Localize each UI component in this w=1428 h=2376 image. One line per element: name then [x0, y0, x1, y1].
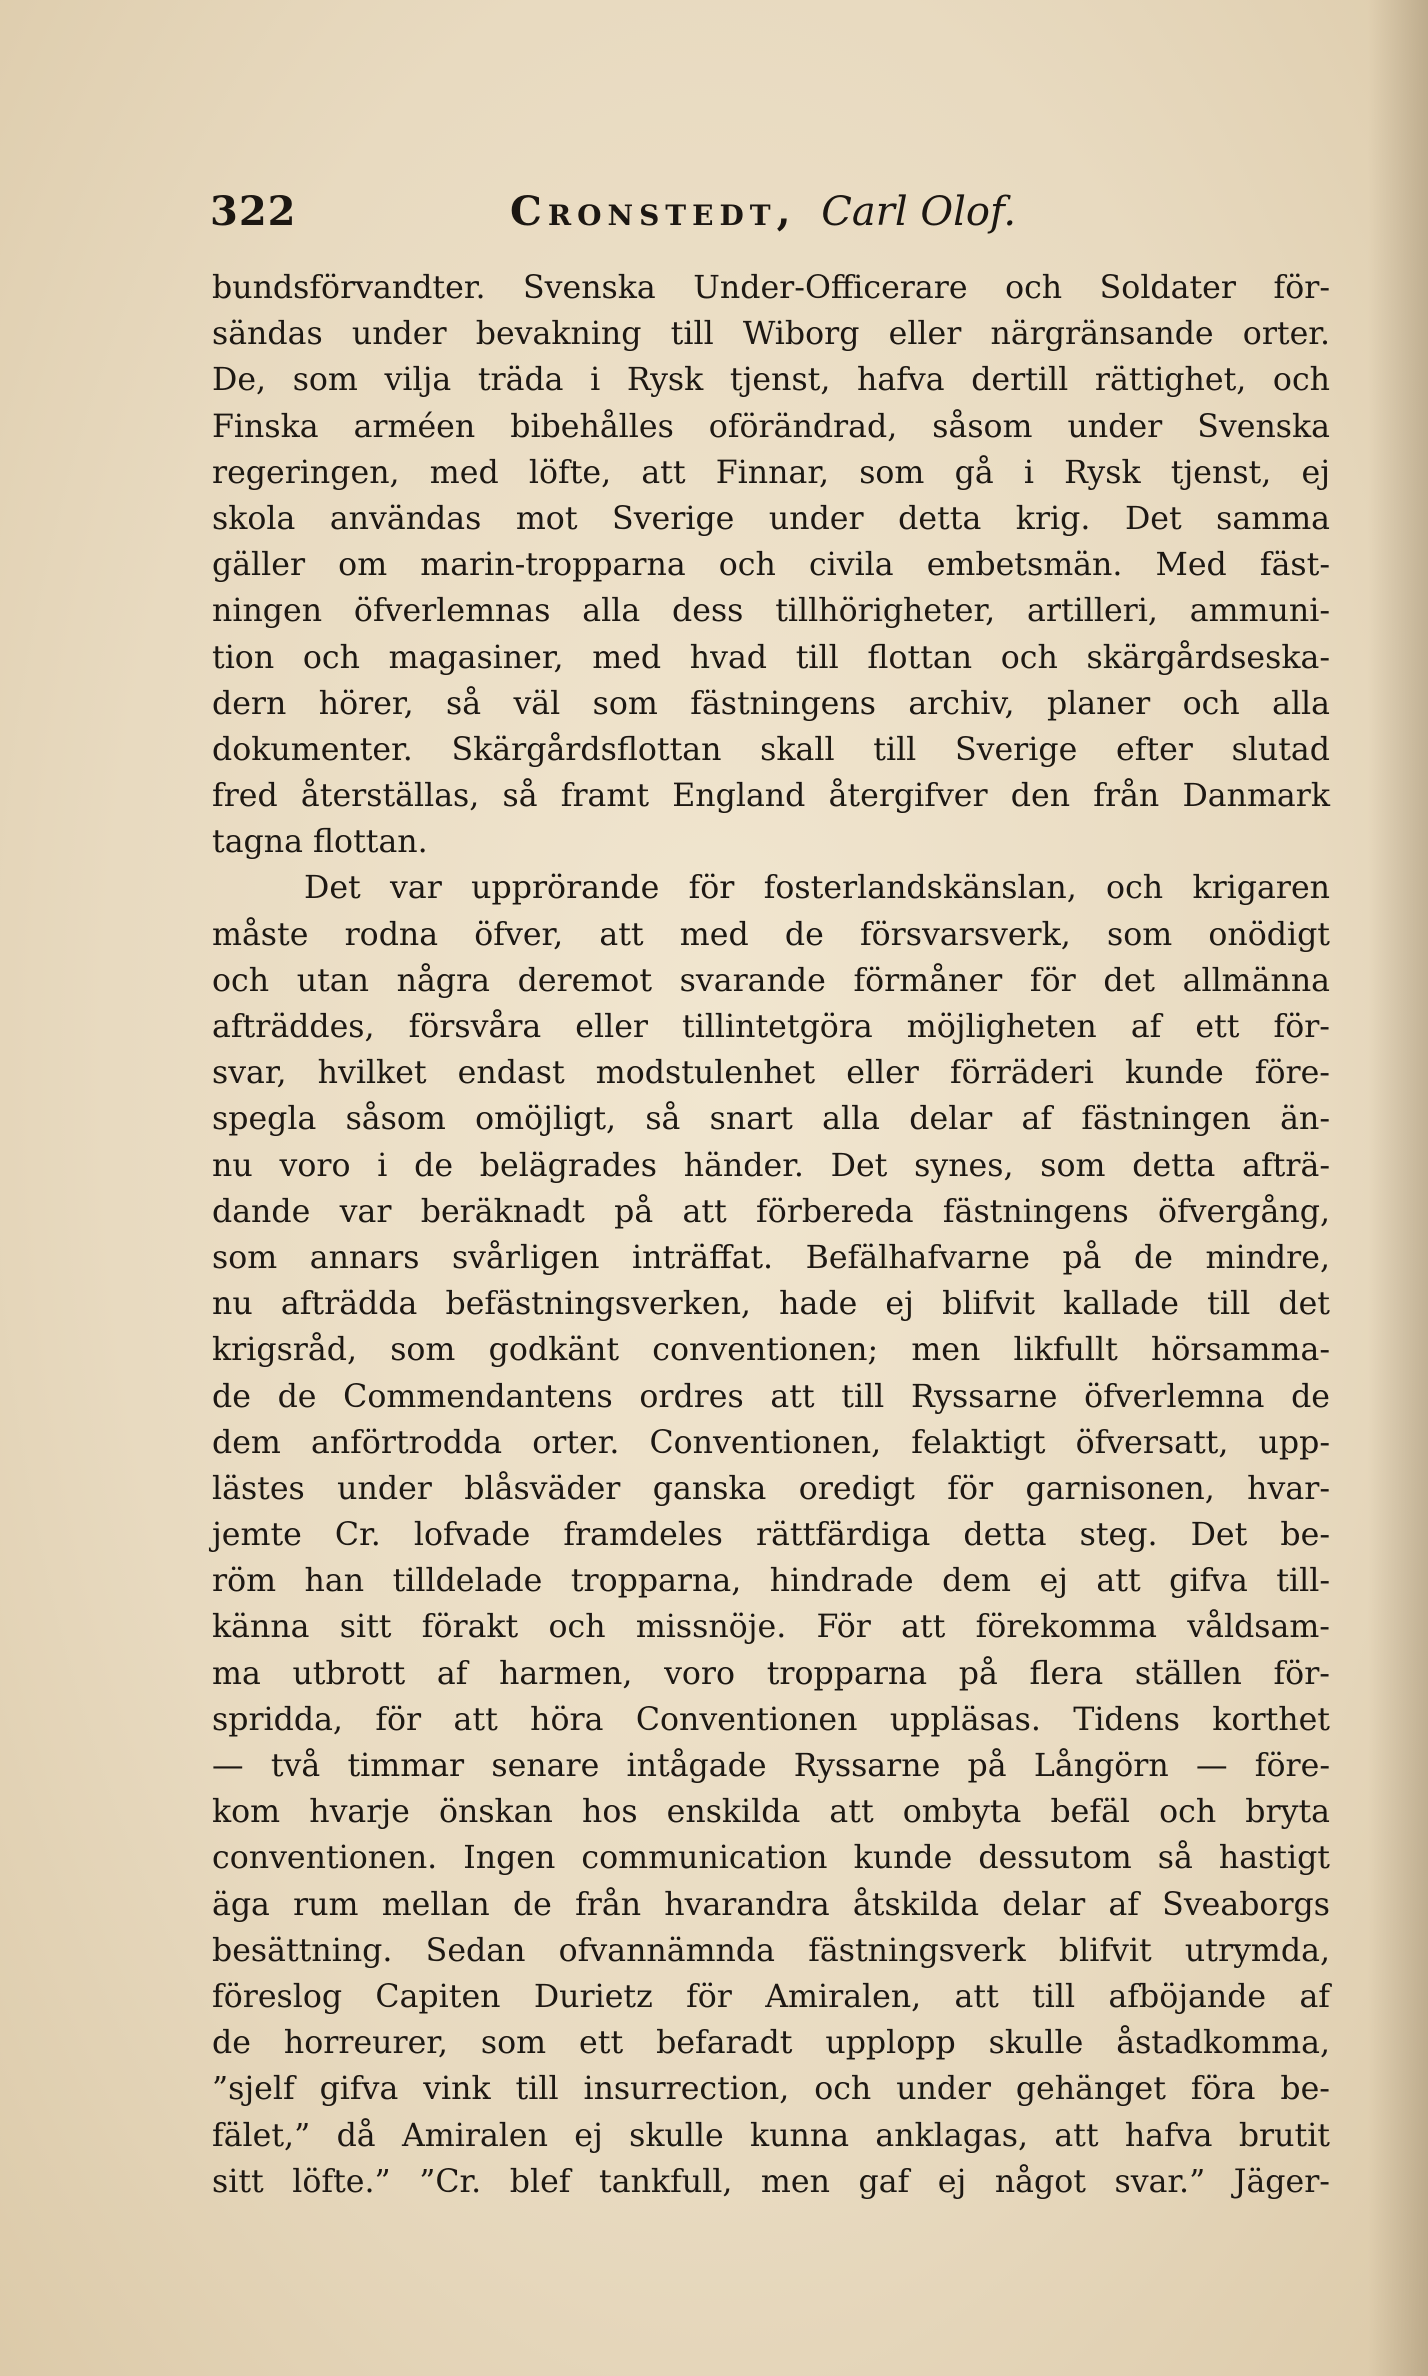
text-line: de de Commendantens ordres att till Ryssarne öfverlemna de — [212, 1378, 1330, 1415]
text-line: de horreurer, som ett befaradt upplopp skulle åstadkomma, — [212, 2025, 1330, 2062]
text-line: dem anförtrodda orter. Conventionen, felaktigt öfversatt, upp- — [212, 1424, 1330, 1461]
text-line: som annars svårligen inträffat. Befälhafvarne på de mindre, — [212, 1239, 1330, 1276]
text-line: sändas under bevakning till Wiborg eller närgränsande orter. — [212, 316, 1330, 353]
text-line: ma utbrott af harmen, voro tropparna på flera ställen för- — [212, 1655, 1330, 1692]
text-line: besättning. Sedan ofvannämnda fästningsverk blifvit utrymda, — [212, 1932, 1330, 1969]
text-line: regeringen, med löfte, att Finnar, som gå i Rysk tjenst, ej — [212, 454, 1330, 491]
text-line: Det var upprörande för fosterlandskänslan, och krigaren — [304, 870, 1330, 907]
text-line: fälet,” då Amiralen ej skulle kunna anklagas, att hafva brutit — [212, 2117, 1330, 2154]
running-head-surname: Cronstedt, — [510, 188, 797, 235]
text-line: — två timmar senare intågade Ryssarne på Långörn — före- — [212, 1748, 1330, 1784]
text-line: äga rum mellan de från hvarandra åtskilda delar af Sveaborgs — [212, 1886, 1330, 1923]
text-line: fred återställas, så framt England återgifver den från Danmark — [212, 778, 1330, 815]
running-head — [510, 188, 1016, 235]
text-line: känna sitt förakt och missnöje. För att förekomma våldsam- — [212, 1609, 1330, 1646]
running-head-given-name: Carl Olof. — [821, 189, 1017, 235]
page-number: 322 — [210, 188, 297, 235]
text-line: gäller om marin-tropparna och civila embetsmän. Med fäst- — [212, 547, 1330, 584]
paragraph — [212, 865, 1330, 2204]
text-line: De, som vilja träda i Rysk tjenst, hafva dertill rättighet, och — [212, 362, 1330, 399]
text-line: dern hörer, så väl som fästningens archiv, planer och alla — [212, 685, 1330, 722]
text-line: spridda, för att höra Conventionen uppläsas. Tidens korthet — [212, 1701, 1330, 1738]
text-line: lästes under blåsväder ganska oredigt för garnisonen, hvar- — [212, 1470, 1330, 1507]
text-line: måste rodna öfver, att med de försvarsverk, som onödigt — [212, 916, 1330, 953]
text-line: bundsförvandter. Svenska Under-Officerare och Soldater för- — [212, 270, 1330, 306]
text-line: tagna flottan. — [212, 824, 428, 861]
text-line: nu voro i de belägrades händer. Det synes, som detta afträ- — [212, 1147, 1330, 1184]
text-line: nu afträdda befästningsverken, hade ej blifvit kallade till det — [212, 1286, 1330, 1323]
text-line: dokumenter. Skärgårdsflottan skall till Sverige efter slutad — [212, 731, 1330, 768]
text-line: sitt löfte.” ”Cr. blef tankfull, men gaf ej något svar.” Jäger- — [212, 2163, 1330, 2200]
page-edge-shadow — [1368, 0, 1428, 2376]
text-line: röm han tilldelade tropparna, hindrade dem ej att gifva till- — [212, 1563, 1330, 1600]
text-line: ”sjelf gifva vink till insurrection, och under gehänget föra be- — [212, 2071, 1330, 2108]
text-line: conventionen. Ingen communication kunde dessutom så hastigt — [212, 1840, 1330, 1877]
text-line: dande var beräknadt på att förbereda fästningens öfvergång, — [212, 1193, 1330, 1230]
text-line: svar, hvilket endast modstulenhet eller förräderi kunde före- — [212, 1055, 1330, 1092]
text-line: krigsråd, som godkänt conventionen; men likfullt hörsamma- — [212, 1332, 1330, 1369]
text-line: föreslog Capiten Durietz för Amiralen, att till afböjande af — [212, 1978, 1330, 2015]
text-line: jemte Cr. lofvade framdeles rättfärdiga detta steg. Det be- — [212, 1517, 1330, 1554]
text-line: skola användas mot Sverige under detta krig. Det samma — [212, 500, 1330, 537]
body-text — [212, 265, 1330, 2205]
text-line: afträddes, försvåra eller tillintetgöra möjligheten af ett för- — [212, 1009, 1330, 1045]
page-header — [210, 188, 1210, 248]
paragraph — [212, 265, 1330, 865]
text-line: ningen öfverlemnas alla dess tillhörigheter, artilleri, ammuni- — [212, 593, 1330, 630]
text-line: Finska arméen bibehålles oförändrad, såsom under Svenska — [212, 408, 1330, 445]
text-line: tion och magasiner, med hvad till flottan och skärgårdseska- — [212, 639, 1330, 676]
text-line: och utan några deremot svarande förmåner för det allmänna — [212, 962, 1330, 999]
text-line: kom hvarje önskan hos enskilda att ombyta befäl och bryta — [212, 1794, 1330, 1831]
text-line: spegla såsom omöjligt, så snart alla delar af fästningen än- — [212, 1101, 1330, 1138]
